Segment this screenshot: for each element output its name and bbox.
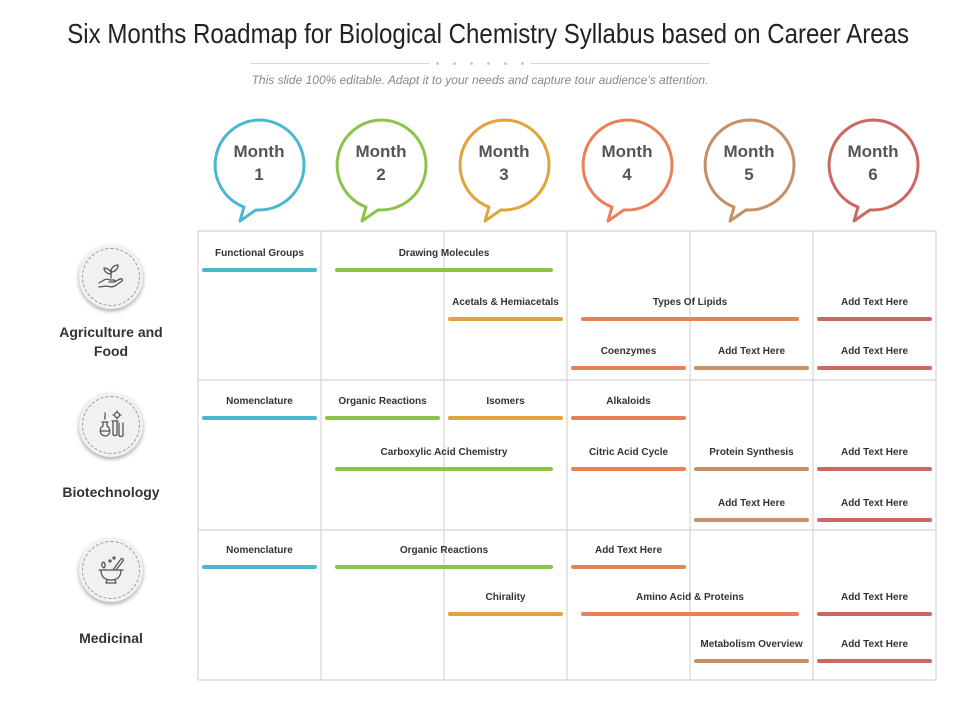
task-label: Functional Groups <box>215 248 304 259</box>
task-bar <box>694 366 809 370</box>
task-bar <box>448 612 563 616</box>
task-bar <box>202 268 317 272</box>
task-item <box>335 248 553 262</box>
task-item <box>202 248 317 262</box>
task-item <box>817 346 932 360</box>
task-bar <box>202 565 317 569</box>
month-number: 5 <box>744 165 754 184</box>
month-word: Month <box>723 142 775 161</box>
task-bar <box>817 659 932 663</box>
task-item <box>581 297 799 311</box>
task-label: Organic Reactions <box>399 545 489 556</box>
task-bar <box>335 268 553 272</box>
task-label: Add Text Here <box>717 498 786 509</box>
row-label-agriculture: Agriculture and Food <box>59 324 163 359</box>
task-bar <box>571 416 686 420</box>
task-item <box>817 447 932 461</box>
task-label: Metabolism Overview <box>700 639 803 650</box>
task-item <box>448 592 563 606</box>
task-bar <box>335 565 553 569</box>
task-bar <box>335 467 553 471</box>
task-item <box>448 297 563 311</box>
task-label: Nomenclature <box>226 545 293 556</box>
task-bar <box>694 518 809 522</box>
task-label: Alkaloids <box>606 396 651 407</box>
page-title: Six Months Roadmap for Biological Chemistry Syllabus based on Career Areas <box>67 18 910 49</box>
task-item <box>694 498 809 512</box>
month-word: Month <box>355 142 407 161</box>
task-bar <box>581 612 799 616</box>
month-word: Month <box>233 142 285 161</box>
task-item <box>202 545 317 559</box>
task-label: Add Text Here <box>840 447 909 458</box>
task-label: Types Of Lipids <box>652 297 728 308</box>
task-item <box>571 545 686 559</box>
task-label: Coenzymes <box>600 346 657 357</box>
task-label: Add Text Here <box>840 592 909 603</box>
mortar-pestle-icon <box>79 538 143 602</box>
task-bar <box>817 317 932 321</box>
month-number: 3 <box>499 165 509 184</box>
task-item <box>325 396 440 410</box>
task-bar <box>571 467 686 471</box>
hand-plant-icon <box>79 245 143 309</box>
task-item <box>581 592 799 606</box>
month-word: Month <box>847 142 899 161</box>
month-number: 4 <box>622 165 632 184</box>
task-item <box>335 545 553 559</box>
task-item <box>335 447 553 461</box>
task-item <box>694 346 809 360</box>
month-number: 2 <box>376 165 386 184</box>
row-label-biotechnology: Biotechnology <box>62 484 160 500</box>
month-word: Month <box>478 142 530 161</box>
task-bar <box>448 416 563 420</box>
task-label: Nomenclature <box>226 396 293 407</box>
task-label: Drawing Molecules <box>398 248 490 259</box>
task-item <box>817 592 932 606</box>
task-label: Add Text Here <box>840 498 909 509</box>
task-label: Carboxylic Acid Chemistry <box>380 447 508 458</box>
task-item <box>694 639 809 653</box>
task-bar <box>581 317 799 321</box>
task-label: Add Text Here <box>594 545 663 556</box>
task-label: Add Text Here <box>840 297 909 308</box>
task-item <box>571 396 686 410</box>
task-bar <box>571 565 686 569</box>
task-bar <box>694 467 809 471</box>
month-number: 1 <box>254 165 264 184</box>
task-label: Isomers <box>486 396 525 407</box>
task-bar <box>571 366 686 370</box>
row-label-medicinal: Medicinal <box>79 630 143 646</box>
task-item <box>202 396 317 410</box>
page-subtitle: This slide 100% editable. Adapt it to your needs and capture tour audience's attention. <box>251 73 709 87</box>
lab-flask-icon <box>79 393 143 457</box>
task-label: Amino Acid & Proteins <box>636 592 744 603</box>
month-word: Month <box>601 142 653 161</box>
task-item <box>817 498 932 512</box>
task-item <box>817 297 932 311</box>
task-item <box>571 447 686 461</box>
task-bar <box>448 317 563 321</box>
task-item <box>571 346 686 360</box>
task-label: Chirality <box>485 592 526 603</box>
task-label: Add Text Here <box>717 346 786 357</box>
task-bar <box>817 612 932 616</box>
task-label: Protein Synthesis <box>709 447 794 458</box>
task-bar <box>694 659 809 663</box>
task-bar <box>817 518 932 522</box>
task-bar <box>817 467 932 471</box>
task-bar <box>325 416 440 420</box>
task-bar <box>202 416 317 420</box>
month-number: 6 <box>868 165 878 184</box>
task-label: Acetals & Hemiacetals <box>452 297 559 308</box>
task-item <box>448 396 563 410</box>
task-label: Add Text Here <box>840 639 909 650</box>
task-item <box>694 447 809 461</box>
task-label: Organic Reactions <box>338 396 427 407</box>
task-bar <box>817 366 932 370</box>
task-item <box>817 639 932 653</box>
task-label: Citric Acid Cycle <box>588 447 669 458</box>
task-label: Add Text Here <box>840 346 909 357</box>
